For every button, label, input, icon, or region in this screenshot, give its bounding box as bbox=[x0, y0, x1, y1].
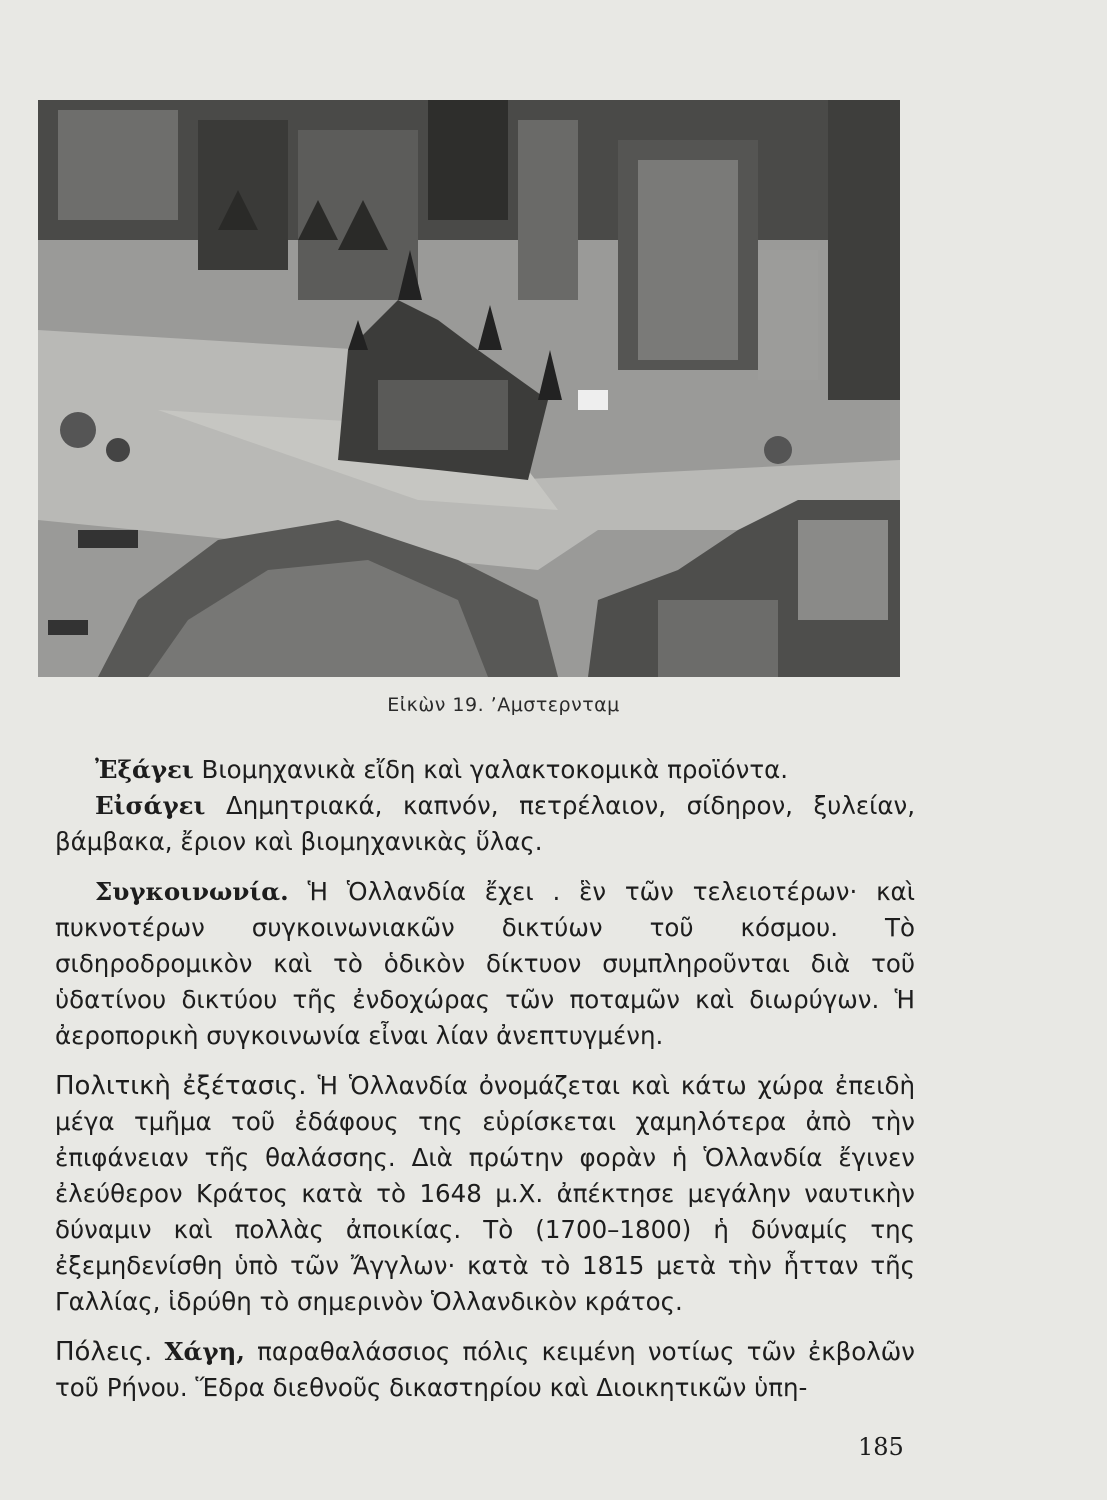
communication-label: Συγκοινωνία. bbox=[95, 877, 289, 906]
political-text: Ἡ Ὁλλανδία ὀνομάζεται καὶ κάτω χώρα ἐπειδὴ μέγα τμῆμα τοῦ ἐδάφους της εὑρίσκεται χαμηλότερα ἀπὸ τὴν ἐπιφάνειαν τῆς θαλάσσης. Διὰ πρώτην φορὰν ἡ Ὁλλανδία ἔγινεν ἐλεύθερον Κράτος κατὰ τὸ 1648 μ.Χ. ἀπέκτησε μεγάλην ναυτικὴν δύναμιν καὶ πολλὰς ἀποικίας. Τὸ (1700–1800) ἡ δύναμίς της ἐξεμηδενίσθη ὑπὸ τῶν Ἄγγλων· κατὰ τὸ 1815 μετὰ τὴν ἧτταν τῆς Γαλλίας, ἱδρύθη τὸ σημερινὸν Ὁλλανδικὸν κράτος. bbox=[55, 1071, 916, 1316]
cities-paragraph bbox=[55, 1334, 915, 1406]
political-label: Πολιτικὴ ἐξέτασις. bbox=[55, 1071, 307, 1101]
cities-label: Πόλεις. bbox=[55, 1337, 153, 1367]
communication-paragraph bbox=[55, 874, 915, 1054]
cities-sublabel: Χάγη, bbox=[164, 1337, 245, 1366]
exports-label: Ἐξάγει bbox=[95, 755, 194, 784]
political-paragraph bbox=[55, 1068, 915, 1320]
aerial-photo-drawing bbox=[38, 100, 900, 677]
imports-paragraph bbox=[55, 788, 915, 860]
communication-text: Ἡ Ὁλλανδία ἔχει . ἓν τῶν τελειοτέρων· καὶ πυκνοτέρων συγκοινωνιακῶν δικτύων τοῦ κόσμου. Τὸ σιδηροδρομικὸν καὶ τὸ ὁδικὸν δίκτυον συμπληροῦνται διὰ τοῦ ὑδατίνου δικτύου τῆς ἐνδοχώρας τῶν ποταμῶν καὶ διωρύγων. Ἡ ἀεροπορικὴ συγκοινωνία εἶναι λίαν ἀνεπτυγμένη. bbox=[55, 877, 915, 1050]
imports-label: Εἰσάγει bbox=[95, 791, 206, 820]
page-number: 185 bbox=[858, 1433, 904, 1461]
figure-caption-text: Εἰκὼν 19. ʼΑμστερνταμ bbox=[387, 694, 620, 716]
amsterdam-aerial-photo bbox=[38, 100, 900, 677]
imports-text: Δημητριακά, καπνόν, πετρέλαιον, σίδηρον, ξυλείαν, βάμβακα, ἔριον καὶ βιομηχανικὰς ὕλας. bbox=[55, 791, 915, 856]
exports-paragraph bbox=[55, 752, 915, 788]
page-body bbox=[55, 752, 915, 1406]
exports-text: Βιομηχανικὰ εἴδη καὶ γαλακτοκομικὰ προϊόντα. bbox=[193, 755, 789, 784]
cities-text: παραθαλάσσιος πόλις κειμένη νοτίως τῶν ἐκβολῶν τοῦ Ρήνου. Ἕδρα διεθνοῦς δικαστηρίου καὶ Διοικητικῶν ὑπη- bbox=[55, 1337, 915, 1402]
figure-caption bbox=[0, 694, 1107, 716]
